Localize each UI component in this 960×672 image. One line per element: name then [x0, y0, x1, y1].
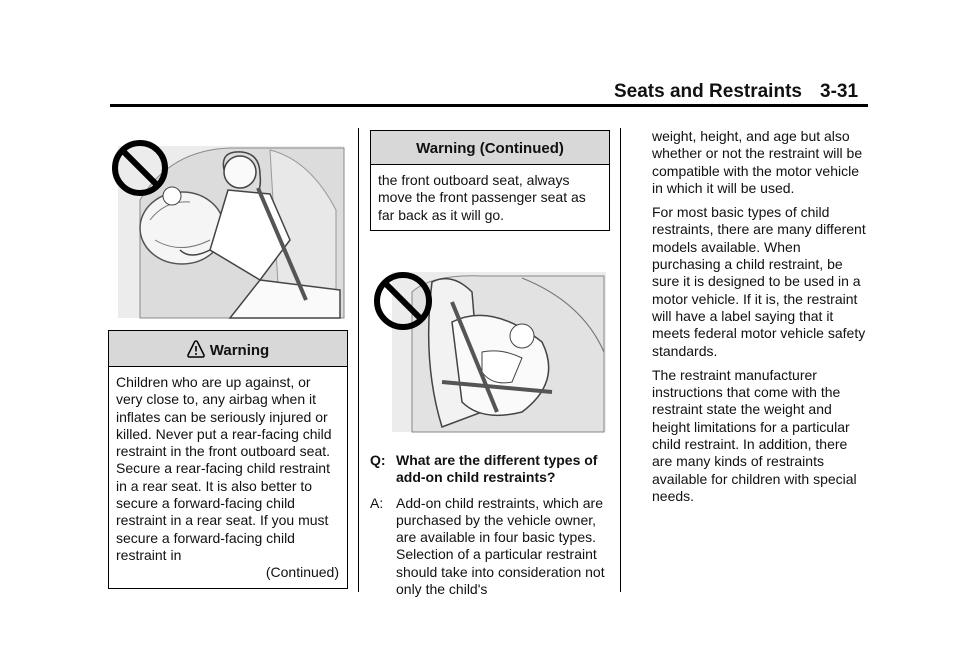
- prohibition-icon: [372, 270, 434, 332]
- warning-title: Warning: [209, 342, 270, 359]
- page-number: 3-31: [820, 81, 859, 102]
- right-column-text: [652, 128, 868, 512]
- warning-header: [109, 331, 347, 367]
- column-divider-right: [620, 128, 621, 592]
- answer-label: A:: [370, 494, 384, 511]
- column-divider-left: [358, 128, 359, 592]
- paragraph: For most basic types of child restraints, there are many different models available. When purchasing a child restraint, be sure it is designed to be used in a motor vehicle. If it is, the restraint will have a label saying that it meets federal motor vehicle safety standards.: [652, 204, 866, 359]
- question-label: Q:: [370, 452, 386, 468]
- warning-box: [108, 330, 348, 589]
- question-answer: [370, 452, 610, 606]
- rear-facing-restraint-airbag-illustration: [110, 130, 346, 320]
- warning-continued-header: Warning (Continued): [371, 131, 609, 165]
- prohibition-icon: [110, 138, 170, 198]
- continued-label: (Continued): [265, 564, 339, 581]
- section-title: Seats and Restraints: [614, 81, 802, 102]
- warning-continued-text: the front outboard seat, always move the front passenger seat as far back as it will go.: [378, 172, 586, 223]
- question-text: What are the different types of add-on child restraints?: [396, 452, 598, 486]
- warning-continued-box: [370, 130, 610, 231]
- answer: [370, 495, 610, 599]
- header-rule: [110, 104, 868, 107]
- question: [370, 452, 610, 487]
- paragraph: weight, height, and age but also whether or not the restraint will be compatible with the motor vehicle in which it will be used.: [652, 128, 863, 196]
- warning-text: Children who are up against, or very close to, any airbag when it inflates can be seriously injured or killed. Never put a rear-facing child restraint in the front outboard seat. Secure a rear-facing child restraint in a rear seat. It is also better to secure a forward-facing child restraint in a rear seat. If you must secure a forward-facing child restraint in: [116, 374, 332, 563]
- front-seat-restraint-illustration: [372, 262, 608, 434]
- paragraph: The restraint manufacturer instructions that come with the restraint state the weight and height limitations for a particular child restraint. In addition, there are many kinds of restraints available for children with special needs.: [652, 366, 857, 504]
- warning-icon: [187, 340, 205, 358]
- answer-text: Add-on child restraints, which are purchased by the vehicle owner, are available in four basic types. Selection of a particular restraint should take into consideration not only the child's: [396, 494, 605, 598]
